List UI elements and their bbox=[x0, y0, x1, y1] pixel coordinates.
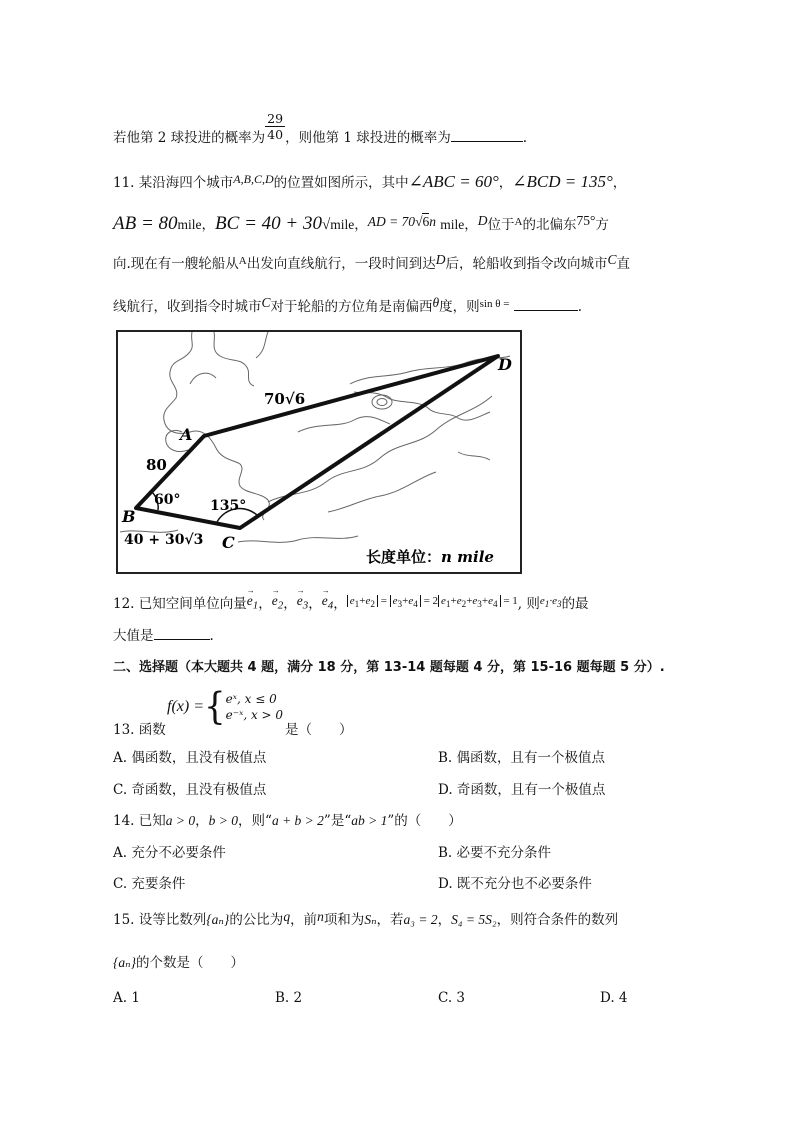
q13-option-b[interactable]: B. 偶函数，且有一个极值点 bbox=[438, 750, 606, 766]
question-number: 14. bbox=[113, 813, 135, 829]
vector-e1 bbox=[247, 591, 259, 616]
period: . bbox=[209, 628, 214, 644]
q13-option-a[interactable]: A. 偶函数，且没有极值点 bbox=[113, 750, 267, 766]
cond: = 2 bbox=[423, 595, 439, 607]
piecewise-function: f(x) ={ eˣ, x ≤ 0 e⁻ˣ, x > 0 bbox=[167, 685, 284, 729]
ab-length: AB = 80 bbox=[113, 213, 178, 234]
q11-text: 向.现在有一艘轮船从 bbox=[113, 256, 239, 272]
point-c: C bbox=[261, 295, 271, 310]
q10-line bbox=[113, 111, 528, 154]
q10-fraction bbox=[265, 111, 285, 142]
label-bc: 40 + 30√3 bbox=[124, 532, 204, 548]
plus: + bbox=[359, 595, 366, 607]
q11-text: 出发向直线航行，一段时间到达 bbox=[246, 256, 436, 272]
vec-sub: 1 bbox=[252, 599, 259, 612]
case-2: e⁻ˣ, x > 0 bbox=[225, 708, 284, 722]
q12-condition: e1+e2 = e3+e4 = 2 e1+e2+e3+e4 = 1 bbox=[347, 595, 518, 607]
q14-option-b[interactable]: B. 必要不充分条件 bbox=[438, 845, 552, 861]
unit-mile: mile bbox=[177, 217, 202, 232]
sep: ， bbox=[283, 596, 297, 612]
ad-length: AD = 70 bbox=[367, 214, 416, 229]
ad-n: n bbox=[429, 214, 436, 229]
q11-text: 直 bbox=[616, 256, 631, 272]
case-1: eˣ, x ≤ 0 bbox=[225, 692, 277, 706]
q13-option-c[interactable]: C. 奇函数，且没有极值点 bbox=[113, 782, 267, 798]
q15-text: ，若 bbox=[376, 912, 404, 928]
point-c: C bbox=[607, 252, 617, 267]
q13-text: 函数 bbox=[138, 722, 166, 738]
q15-text: 的公比为 bbox=[229, 912, 284, 928]
q11-points: A,B,C,D bbox=[233, 172, 274, 186]
q11-line1 bbox=[113, 172, 626, 193]
map-svg bbox=[118, 332, 520, 572]
sequence: {aₙ} bbox=[206, 912, 230, 927]
label-angle-b: 60° bbox=[154, 492, 181, 508]
answer-blank[interactable] bbox=[514, 296, 578, 311]
unit-label-mile: n mile bbox=[441, 548, 494, 566]
cond-b: b > 0 bbox=[208, 813, 239, 828]
sep: ， bbox=[464, 217, 478, 233]
q13-bracket: 是（ ） bbox=[285, 722, 353, 738]
q10-text: 若他第 2 球投进的概率为 bbox=[113, 130, 266, 146]
q13-option-d[interactable]: D. 奇函数，且有一个极值点 bbox=[438, 782, 606, 798]
label-angle-c: 135° bbox=[210, 498, 247, 514]
coastline bbox=[120, 332, 510, 542]
q15-text: 项和为 bbox=[323, 912, 365, 928]
q14-option-d[interactable]: D. 既不充分也不必要条件 bbox=[438, 876, 592, 892]
q14-line bbox=[113, 811, 462, 831]
statement-p: a + b > 2 bbox=[271, 813, 324, 828]
label-c: C bbox=[222, 533, 235, 552]
fraction-denominator: 40 bbox=[267, 127, 284, 142]
point-d: D bbox=[477, 213, 488, 228]
label-ad: 70√6 bbox=[264, 390, 306, 408]
n: n bbox=[317, 909, 324, 924]
q11-line3 bbox=[113, 254, 630, 275]
bc-length: BC = 40 + 30 bbox=[215, 213, 322, 234]
sep: ， bbox=[437, 912, 452, 928]
period: . bbox=[577, 299, 583, 315]
question-number: 11. bbox=[113, 175, 135, 191]
sep: ， bbox=[195, 813, 209, 829]
city-map-figure bbox=[116, 330, 522, 574]
question-number: 15. bbox=[113, 912, 135, 928]
sep: ， bbox=[354, 217, 368, 233]
vec-letter: e bbox=[271, 593, 278, 608]
q14-text: ，则“ bbox=[238, 813, 272, 829]
answer-blank[interactable] bbox=[451, 127, 523, 142]
vec-sub: 3 bbox=[302, 599, 309, 612]
unit-mile: mile bbox=[330, 217, 355, 232]
q11-text: 后，轮船收到指令改向城市 bbox=[445, 256, 608, 272]
q11-text: 线航行，收到指令时城市 bbox=[113, 299, 262, 315]
q10-text-b: ，则他第 1 球投进的概率为 bbox=[285, 130, 451, 146]
q14-text: ”是“ bbox=[323, 813, 352, 829]
q11-text: 度，则 bbox=[439, 299, 480, 315]
label-b: B bbox=[122, 507, 136, 526]
q15-option-a[interactable]: A. 1 bbox=[113, 990, 140, 1006]
vec-letter: e bbox=[246, 593, 253, 608]
q15-option-b[interactable]: B. 2 bbox=[275, 990, 303, 1006]
vector-e2 bbox=[272, 591, 284, 616]
q11-text: 位于 bbox=[487, 217, 515, 233]
statement-q: ab > 1 bbox=[351, 813, 388, 828]
q15-text: ，前 bbox=[290, 912, 318, 928]
plus: + bbox=[402, 595, 409, 607]
unit-mile: mile bbox=[440, 217, 465, 232]
section-title: 二、选择题（本大题共 4 题，满分 18 分，第 13-14 题每题 4 分，第 15-16 题每题 5 分）. bbox=[113, 660, 665, 675]
q12-text: 的最 bbox=[561, 596, 589, 612]
label-d: D bbox=[498, 355, 512, 374]
vector-e4 bbox=[322, 591, 334, 616]
q11-text: 方 bbox=[595, 217, 609, 233]
angle-abc: ∠ABC = 60° bbox=[408, 172, 499, 191]
q14-text: ”的（ ） bbox=[387, 813, 462, 829]
q14-option-a[interactable]: A. 充分不必要条件 bbox=[113, 845, 226, 861]
cond-a: a > 0 bbox=[165, 813, 196, 828]
q15-option-c[interactable]: C. 3 bbox=[438, 990, 466, 1006]
q11-text: 的北偏东 bbox=[522, 217, 577, 233]
a3: a₃ = 2 bbox=[403, 912, 438, 927]
question-number: 12. bbox=[113, 596, 135, 612]
q11-text: 的位置如图所示，其中 bbox=[273, 175, 409, 191]
label-a: A bbox=[180, 425, 193, 444]
vec-letter: e bbox=[296, 593, 303, 608]
q14-option-c[interactable]: C. 充要条件 bbox=[113, 876, 186, 892]
ad-radicand: 6 bbox=[422, 214, 430, 229]
sep: ， bbox=[308, 596, 322, 612]
bearing-75: 75° bbox=[576, 213, 596, 228]
s4: S₄ = 5S₂ bbox=[451, 912, 497, 927]
angle-bcd: ∠BCD = 135° bbox=[512, 172, 613, 191]
q12-text: , 则 bbox=[517, 596, 540, 612]
fraction-numerator: 29 bbox=[267, 111, 284, 126]
q12-dot-product: e1·e3 bbox=[539, 595, 562, 610]
fx: f(x) = bbox=[167, 698, 204, 715]
q12-line1 bbox=[113, 594, 589, 619]
q15-text: 设等比数列 bbox=[138, 912, 207, 928]
sep: ， bbox=[498, 175, 513, 191]
q11-line4 bbox=[113, 296, 582, 318]
q15-line1 bbox=[113, 910, 618, 930]
sep: ， bbox=[333, 596, 347, 612]
one: = 1 bbox=[503, 595, 518, 607]
answer-blank[interactable] bbox=[154, 625, 210, 640]
unit-label-cn: 长度单位： bbox=[366, 548, 442, 566]
q11-text: 对于轮船的方位角是南偏西 bbox=[270, 299, 433, 315]
q15-line2 bbox=[113, 953, 244, 973]
label-ab: 80 bbox=[146, 456, 167, 474]
ratio-q: q bbox=[283, 909, 291, 924]
vector-e3 bbox=[297, 591, 309, 616]
sn: Sₙ bbox=[364, 912, 377, 927]
q11-text: 某沿海四个城市 bbox=[138, 175, 234, 191]
q15-text: 的个数是（ ） bbox=[136, 955, 245, 971]
question-number: 13. bbox=[113, 722, 135, 738]
q12-text: 已知空间单位向量 bbox=[138, 596, 247, 612]
point-a: A bbox=[238, 255, 247, 267]
theta: θ bbox=[432, 295, 440, 310]
q14-text: 已知 bbox=[138, 813, 166, 829]
eq: = bbox=[380, 595, 387, 607]
q11-line2: AB = 80mile，BC = 40 + 30√mile，AD = 70√6n mile，D位于$^A$的北偏东75°方 bbox=[113, 213, 609, 234]
q12-line2 bbox=[113, 625, 214, 646]
point-a: A bbox=[514, 216, 523, 228]
sep: ， bbox=[201, 217, 216, 233]
vec-sub: 2 bbox=[277, 599, 284, 612]
unit-label bbox=[366, 548, 494, 566]
q15-text: ，则符合条件的数列 bbox=[496, 912, 619, 928]
sequence: {aₙ} bbox=[113, 955, 137, 970]
q15-option-d[interactable]: D. 4 bbox=[600, 990, 628, 1006]
sep: ， bbox=[258, 596, 272, 612]
q12-text: 大值是 bbox=[113, 628, 154, 644]
q13-number-text bbox=[113, 720, 166, 740]
sep: ， bbox=[612, 175, 627, 191]
period: . bbox=[522, 130, 528, 146]
sin-theta: sin θ = bbox=[479, 298, 510, 310]
vec-sub: 4 bbox=[327, 599, 334, 612]
vec-letter: e bbox=[321, 593, 328, 608]
point-d: D bbox=[435, 252, 446, 267]
dot: · bbox=[549, 595, 553, 607]
